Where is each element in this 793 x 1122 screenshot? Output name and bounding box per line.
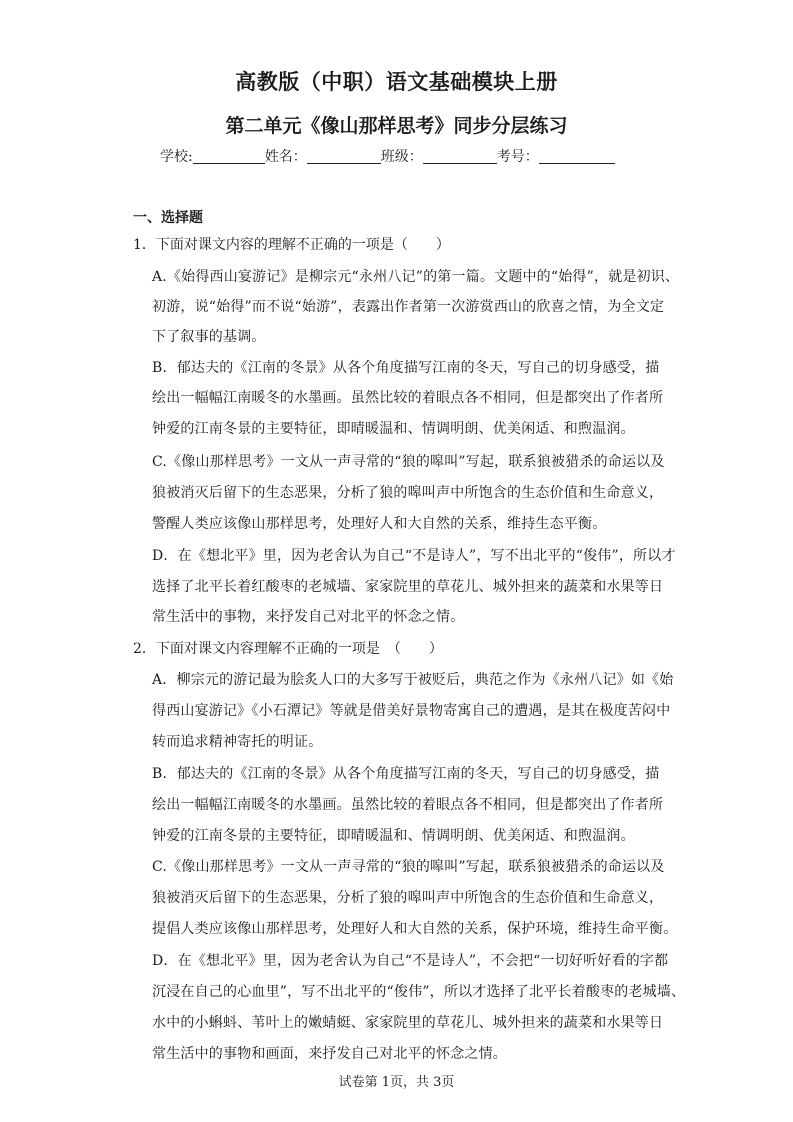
option-line: A.《始得西山宴游记》是柳宗元“永州八记”的第一篇。文题中的“始得”，就是初识、 — [152, 269, 680, 285]
option-line: C.《像山那样思考》一文从一声寻常的“狼的嗥叫”写起，联系狼被猎杀的命运以及 — [152, 454, 665, 470]
option-line: D．在《想北平》里，因为老舍认为自己“不是诗人”，不会把“一切好听好看的字都 — [152, 953, 669, 969]
option-line: A．柳宗元的游记最为脍炙人口的大多写于被贬后，典范之作为《永州八记》如《始 — [152, 672, 674, 688]
option-line: 绘出一幅幅江南暖冬的水墨画。虽然比较的着眼点各不相同，但是都突出了作者所 — [152, 797, 664, 813]
school-label: 学校: — [160, 149, 193, 165]
option-line: 绘出一幅幅江南暖冬的水墨画。虽然比较的着眼点各不相同，但是都突出了作者所 — [152, 390, 664, 406]
option-line: D．在《想北平》里，因为老舍认为自己“不是诗人”，写不出北平的“俊伟”，所以才 — [152, 548, 676, 564]
section-heading: 一、选择题 — [133, 210, 203, 226]
option-line: 水中的小蝌蚪、苇叶上的嫩蜻蜓、家家院里的草花儿、城外担来的蔬菜和水果等日 — [152, 1015, 664, 1031]
option-line: B．郁达夫的《江南的冬景》从各个角度描写江南的冬天，写自己的切身感受，描 — [152, 360, 660, 376]
question-1-stem: 1．下面对课文内容的理解不正确的一项是（ ） — [133, 237, 450, 253]
option-line: 钟爱的江南冬景的主要特征，即晴暖温和、情调明朗、优美闲适、和煦温润。 — [152, 828, 635, 844]
class-label: 班级： — [380, 149, 423, 165]
option-line: 狼被消灭后留下的生态恶果，分析了狼的嗥叫声中所饱含的生态价值和生命意义， — [152, 890, 664, 906]
option-line: 常生活中的事物，来抒发自己对北平的怀念之情。 — [152, 609, 465, 625]
page-footer: 试卷第 1页，共 3页 — [338, 1075, 455, 1090]
school-blank — [193, 149, 265, 164]
option-line: 狼被消灭后留下的生态恶果，分析了狼的嗥叫声中所饱含的生态价值和生命意义， — [152, 485, 664, 501]
question-2-stem: 2．下面对课文内容理解不正确的一项是 （ ） — [133, 641, 443, 657]
document-subtitle: 第二单元《像山那样思考》同步分层练习 — [225, 115, 568, 137]
name-label: 姓名： — [264, 149, 307, 165]
option-line: 转而追求精神寄托的明证。 — [152, 734, 323, 750]
student-info-line — [160, 146, 615, 166]
option-line: 提倡人类应该像山那样思考，处理好人和大自然的关系，保护环境，维持生命平衡。 — [152, 921, 678, 937]
option-line: C.《像山那样思考》一文从一声寻常的“狼的嗥叫”写起，联系狼被猎杀的命运以及 — [152, 859, 665, 875]
document-title: 高教版（中职）语文基础模块上册 — [235, 69, 558, 94]
option-line: 常生活中的事物和画面，来抒发自己对北平的怀念之情。 — [152, 1046, 507, 1062]
option-line: 得西山宴游记》《小石潭记》等就是借美好景物寄寓自己的遭遇，是其在极度苦闷中 — [152, 703, 671, 719]
option-line: 初游，说“始得”而不说“始游”，表露出作者第一次游赏西山的欣喜之情，为全文定 — [152, 299, 665, 315]
exam-no-label: 考号： — [496, 149, 539, 165]
option-line: 下了叙事的基调。 — [152, 329, 266, 345]
class-blank — [423, 149, 497, 164]
option-line: 钟爱的江南冬景的主要特征，即晴暖温和、情调明朗、优美闲适、和煦温润。 — [152, 421, 635, 437]
option-line: 警醒人类应该像山那样思考，处理好人和大自然的关系，维持生态平衡。 — [152, 516, 607, 532]
name-blank — [307, 149, 381, 164]
option-line: B．郁达夫的《江南的冬景》从各个角度描写江南的冬天，写自己的切身感受，描 — [152, 766, 660, 782]
option-line: 沉浸在自己的心血里”，写不出北平的“俊伟”，所以才选择了北平长着酸枣的老城墙、 — [152, 984, 686, 1000]
option-line: 选择了北平长着红酸枣的老城墙、家家院里的草花儿、城外担来的蔬菜和水果等日 — [152, 579, 664, 595]
exam-no-blank — [539, 149, 615, 164]
